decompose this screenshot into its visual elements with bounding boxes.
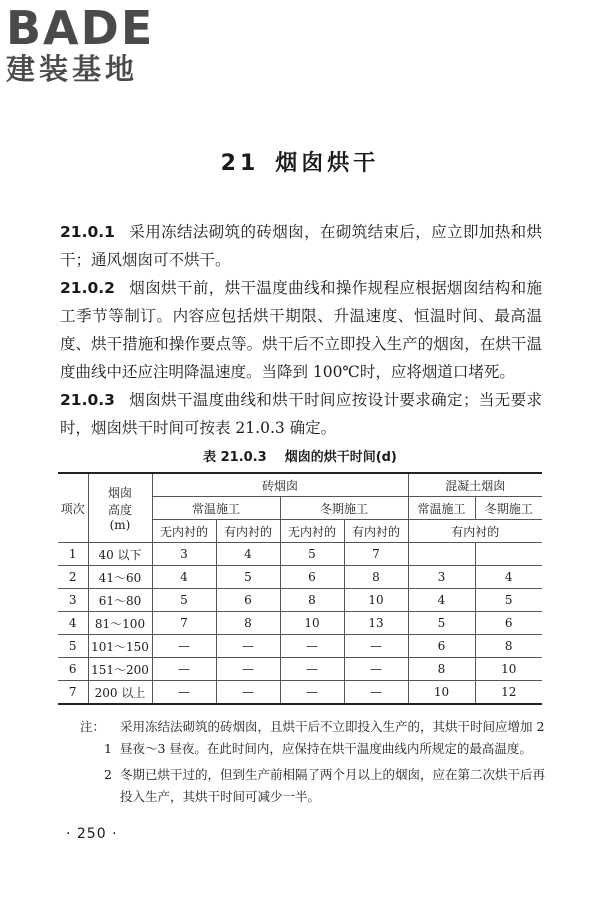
cell-brick-normal-with-lining: —: [216, 635, 280, 658]
body-text: [60, 218, 542, 442]
note-item: [80, 716, 546, 760]
cell-height: 151～200: [88, 658, 152, 681]
cell-height: 200 以上: [88, 681, 152, 705]
table-row: [58, 658, 542, 681]
cell-brick-normal-no-lining: 7: [152, 612, 216, 635]
header-height-line2: 高度: [107, 503, 132, 517]
cell-brick-normal-with-lining: —: [216, 658, 280, 681]
header-item-no: 项次: [58, 473, 88, 543]
cell-brick-normal-no-lining: —: [152, 635, 216, 658]
page-number: · 250 ·: [66, 826, 118, 842]
header-with-lining: 有内衬的: [216, 520, 280, 543]
header-height: [88, 473, 152, 543]
cell-brick-normal-no-lining: 5: [152, 589, 216, 612]
logo-chinese: 建装基地: [6, 52, 139, 86]
cell-item-no: 4: [58, 612, 88, 635]
clause-text: 烟囱烘干温度曲线和烘干时间应按设计要求确定；当无要求时，烟囱烘干时间可按表 21.0.3 确定。: [60, 391, 542, 437]
cell-concrete-normal: [408, 543, 475, 566]
cell-concrete-winter: 8: [475, 635, 542, 658]
table-caption: [0, 446, 600, 465]
header-concrete-with-lining: 有内衬的: [408, 520, 542, 543]
cell-brick-winter-with-lining: —: [344, 658, 408, 681]
cell-brick-normal-with-lining: 5: [216, 566, 280, 589]
table-row: [58, 635, 542, 658]
cell-brick-normal-no-lining: —: [152, 658, 216, 681]
table-row: [58, 589, 542, 612]
clause: [60, 386, 542, 442]
cell-brick-winter-no-lining: 10: [280, 612, 344, 635]
cell-concrete-normal: 4: [408, 589, 475, 612]
cell-concrete-winter: [475, 543, 542, 566]
note-number: 2: [104, 767, 112, 782]
chapter-number: 21: [220, 151, 260, 176]
header-brick-normal-temp: 常温施工: [152, 497, 280, 520]
note-text: 冬期已烘干过的，但到生产前相隔了两个月以上的烟囱，应在第二次烘干后再投入生产，其烘干时间可减少一半。: [120, 767, 546, 804]
cell-concrete-winter: 5: [475, 589, 542, 612]
cell-brick-winter-no-lining: 6: [280, 566, 344, 589]
table-notes: [80, 716, 546, 812]
cell-brick-winter-with-lining: 10: [344, 589, 408, 612]
cell-brick-winter-no-lining: —: [280, 635, 344, 658]
clause-text: 烟囱烘干前，烘干温度曲线和操作规程应根据烟囱结构和施工季节等制订。内容应包括烘干期限、升温速度、恒温时间、最高温度、烘干措施和操作要点等。烘干后不立即投入生产的烟囱，在烘干温度曲线中还应注明降温速度。当降到 100℃时，应将烟道口堵死。: [60, 279, 542, 381]
clause-id: 21.0.1: [60, 223, 115, 241]
logo-latin: BADE: [6, 1, 155, 55]
clause: [60, 218, 542, 274]
cell-concrete-normal: 6: [408, 635, 475, 658]
cell-concrete-normal: 5: [408, 612, 475, 635]
cell-concrete-winter: 12: [475, 681, 542, 705]
cell-brick-winter-with-lining: 8: [344, 566, 408, 589]
cell-brick-normal-with-lining: —: [216, 681, 280, 705]
cell-item-no: 6: [58, 658, 88, 681]
cell-brick-normal-with-lining: 4: [216, 543, 280, 566]
header-brick-chimney: 砖烟囱: [152, 473, 408, 497]
header-concrete-normal-temp: 常温施工: [408, 497, 475, 520]
cell-height: 101～150: [88, 635, 152, 658]
table-caption-title: 烟囱的烘干时间(d): [284, 450, 397, 465]
cell-height: 41～60: [88, 566, 152, 589]
clause-text: 采用冻结法砌筑的砖烟囱，在砌筑结束后，应立即加热和烘干；通风烟囱可不烘干。: [60, 223, 542, 269]
note-text: 采用冻结法砌筑的砖烟囱，且烘干后不立即投入生产的，其烘干时间应增加 2 昼夜～3 昼夜。在此时间内，应保持在烘干温度曲线内所规定的最高温度。: [120, 719, 545, 756]
header-concrete-winter: 冬期施工: [475, 497, 542, 520]
cell-brick-normal-no-lining: 4: [152, 566, 216, 589]
header-winter-no-lining: 无内衬的: [280, 520, 344, 543]
table-row: [58, 612, 542, 635]
cell-height: 61～80: [88, 589, 152, 612]
cell-brick-normal-no-lining: —: [152, 681, 216, 705]
header-no-lining: 无内衬的: [152, 520, 216, 543]
cell-item-no: 3: [58, 589, 88, 612]
cell-item-no: 1: [58, 543, 88, 566]
logo: [6, 1, 176, 86]
clause-id: 21.0.3: [60, 391, 115, 409]
table-row: [58, 566, 542, 589]
cell-height: 40 以下: [88, 543, 152, 566]
cell-brick-normal-with-lining: 8: [216, 612, 280, 635]
cell-brick-winter-no-lining: —: [280, 681, 344, 705]
cell-brick-normal-no-lining: 3: [152, 543, 216, 566]
cell-concrete-winter: 10: [475, 658, 542, 681]
cell-brick-normal-with-lining: 6: [216, 589, 280, 612]
cell-concrete-winter: 4: [475, 566, 542, 589]
table-row: [58, 543, 542, 566]
cell-concrete-normal: 8: [408, 658, 475, 681]
cell-brick-winter-with-lining: 13: [344, 612, 408, 635]
table-caption-number: 表 21.0.3: [203, 450, 267, 465]
cell-brick-winter-with-lining: 7: [344, 543, 408, 566]
cell-concrete-winter: 6: [475, 612, 542, 635]
cell-brick-winter-no-lining: 8: [280, 589, 344, 612]
chapter-title: [0, 146, 600, 177]
note-number: 1: [104, 741, 112, 756]
drying-time-table: [58, 472, 542, 705]
cell-brick-winter-no-lining: —: [280, 658, 344, 681]
cell-brick-winter-with-lining: —: [344, 681, 408, 705]
cell-item-no: 5: [58, 635, 88, 658]
cell-brick-winter-with-lining: —: [344, 635, 408, 658]
cell-height: 81～100: [88, 612, 152, 635]
header-brick-winter: 冬期施工: [280, 497, 408, 520]
header-winter-with-lining: 有内衬的: [344, 520, 408, 543]
table-row: [58, 681, 542, 705]
cell-brick-winter-no-lining: 5: [280, 543, 344, 566]
chapter-name: 烟囱烘干: [275, 151, 380, 176]
header-height-unit: (m): [109, 518, 131, 532]
header-concrete-chimney: 混凝土烟囱: [408, 473, 542, 497]
cell-item-no: 2: [58, 566, 88, 589]
cell-item-no: 7: [58, 681, 88, 705]
notes-label: 注：: [80, 719, 106, 734]
note-item: [80, 764, 546, 808]
header-height-line1: 烟囱: [107, 486, 132, 500]
cell-concrete-normal: 3: [408, 566, 475, 589]
clause-id: 21.0.2: [60, 279, 115, 297]
clause: [60, 274, 542, 386]
cell-concrete-normal: 10: [408, 681, 475, 705]
